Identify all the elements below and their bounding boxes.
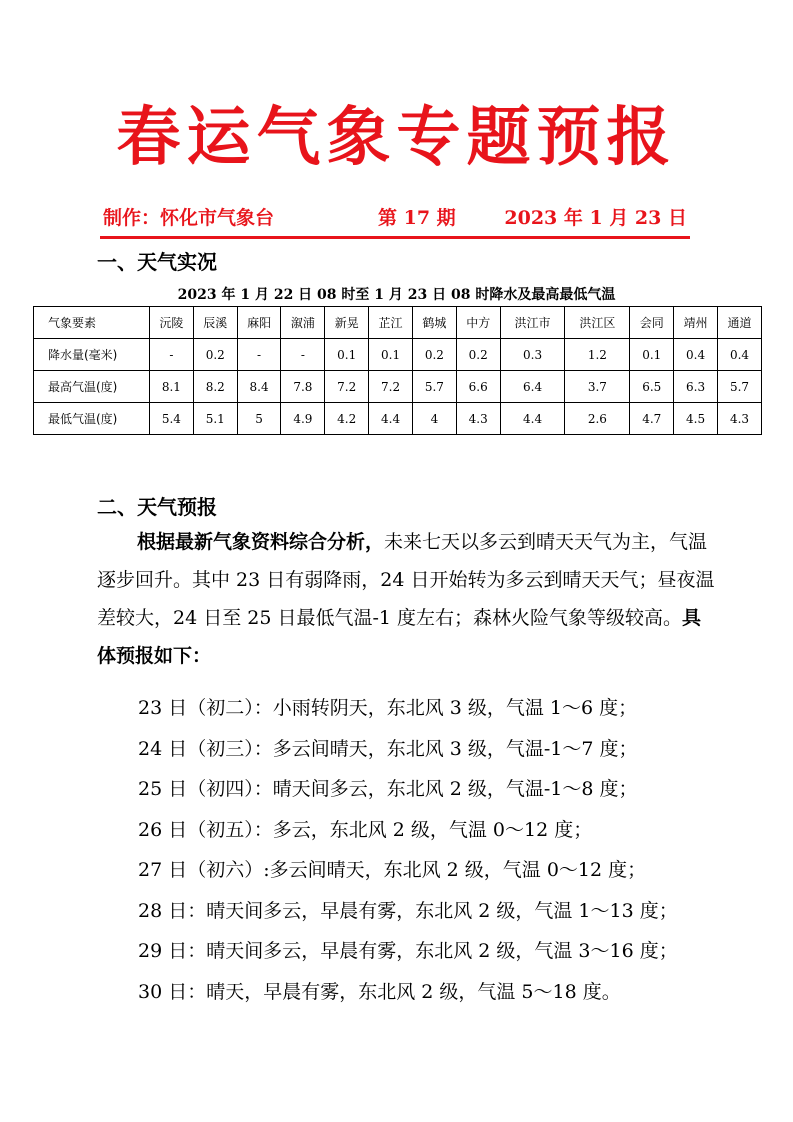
data-cell: 2.6 xyxy=(565,403,630,435)
data-cell: 4.7 xyxy=(630,403,674,435)
data-cell: 5 xyxy=(237,403,281,435)
observation-table xyxy=(33,306,762,435)
data-cell: 5.1 xyxy=(193,403,237,435)
data-cell: 4.9 xyxy=(281,403,325,435)
maker-label: 制作：怀化市气象台 xyxy=(103,207,275,229)
data-cell: 0.2 xyxy=(412,339,456,371)
header-cell: 芷江 xyxy=(369,307,413,339)
section-heading-forecast: 二、天气预报 xyxy=(97,495,217,519)
header-cell: 溆浦 xyxy=(281,307,325,339)
data-cell: 5.7 xyxy=(718,371,762,403)
data-cell: - xyxy=(150,339,194,371)
table-caption: 2023 年 1 月 22 日 08 时至 1 月 23 日 08 时降水及最高最低气温 xyxy=(177,287,616,303)
section-heading-observation: 一、天气实况 xyxy=(97,250,217,274)
list-item: 30 日：晴天，早晨有雾，东北风 2 级，气温 5～18 度。 xyxy=(138,980,621,1003)
data-cell: 4.5 xyxy=(674,403,718,435)
data-cell: 0.3 xyxy=(500,339,565,371)
data-cell: 4.4 xyxy=(369,403,413,435)
data-cell: 8.2 xyxy=(193,371,237,403)
data-cell: 5.7 xyxy=(412,371,456,403)
data-cell: - xyxy=(281,339,325,371)
row-label: 最低气温(度) xyxy=(34,403,150,435)
header-cell: 沅陵 xyxy=(150,307,194,339)
daily-forecast-list xyxy=(138,688,738,1012)
row-label: 降水量(毫米) xyxy=(34,339,150,371)
header-cell: 洪江市 xyxy=(500,307,565,339)
header-cell: 鹤城 xyxy=(412,307,456,339)
table-row xyxy=(34,403,762,435)
list-item: 28 日：晴天间多云，早晨有雾，东北风 2 级，气温 1～13 度； xyxy=(138,899,678,922)
data-cell: 6.6 xyxy=(456,371,500,403)
header-cell: 气象要素 xyxy=(34,307,150,339)
header-cell: 新晃 xyxy=(325,307,369,339)
list-item: 26 日（初五）：多云，东北风 2 级，气温 0～12 度； xyxy=(138,818,593,841)
header-cell: 麻阳 xyxy=(237,307,281,339)
summary-tail: 具体预报如下： xyxy=(97,607,702,667)
data-cell: 6.4 xyxy=(500,371,565,403)
data-cell: 4.3 xyxy=(718,403,762,435)
summary-body: 未来七天以多云到晴天天气为主，气温逐步回升。其中 23 日有弱降雨，24 日开始转为多云到晴天天气；昼夜温差较大，24 日至 25 日最低气温-1 度左右；森林火险气象等级较高。 xyxy=(97,531,715,629)
forecast-summary xyxy=(97,523,717,675)
data-cell: 0.4 xyxy=(674,339,718,371)
document-title: 春运气象专题预报 xyxy=(116,100,677,175)
header-cell: 靖州 xyxy=(674,307,718,339)
header-cell: 中方 xyxy=(456,307,500,339)
data-cell: 0.4 xyxy=(718,339,762,371)
title-divider xyxy=(100,236,690,239)
issue-number: 第 17 期 xyxy=(378,207,456,229)
table-header-row xyxy=(34,307,762,339)
table-row xyxy=(34,339,762,371)
data-cell: 8.4 xyxy=(237,371,281,403)
data-cell: 4.3 xyxy=(456,403,500,435)
data-cell: 7.2 xyxy=(325,371,369,403)
data-cell: 0.2 xyxy=(193,339,237,371)
header-cell: 会同 xyxy=(630,307,674,339)
data-cell: 4 xyxy=(412,403,456,435)
data-cell: 7.8 xyxy=(281,371,325,403)
summary-lead: 根据最新气象资料综合分析， xyxy=(137,531,385,553)
data-cell: 5.4 xyxy=(150,403,194,435)
data-cell: 0.1 xyxy=(369,339,413,371)
header-cell: 辰溪 xyxy=(193,307,237,339)
list-item: 29 日：晴天间多云，早晨有雾，东北风 2 级，气温 3～16 度； xyxy=(138,940,678,962)
data-cell: 7.2 xyxy=(369,371,413,403)
list-item: 25 日（初四）：晴天间多云，东北风 2 级，气温-1～8 度； xyxy=(138,778,638,800)
list-item: 23 日（初二）：小雨转阴天，东北风 3 级，气温 1～6 度； xyxy=(138,697,638,719)
data-cell: 0.1 xyxy=(630,339,674,371)
data-cell: 1.2 xyxy=(565,339,630,371)
issue-meta xyxy=(103,203,693,233)
header-cell: 洪江区 xyxy=(565,307,630,339)
issue-date: 2023 年 1 月 23 日 xyxy=(504,207,687,229)
table-row xyxy=(34,371,762,403)
data-cell: 0.2 xyxy=(456,339,500,371)
data-cell: 3.7 xyxy=(565,371,630,403)
data-cell: 4.4 xyxy=(500,403,565,435)
data-cell: 8.1 xyxy=(150,371,194,403)
header-cell: 通道 xyxy=(718,307,762,339)
data-cell: - xyxy=(237,339,281,371)
row-label: 最高气温(度) xyxy=(34,371,150,403)
data-cell: 4.2 xyxy=(325,403,369,435)
list-item: 27 日（初六）:多云间晴天，东北风 2 级，气温 0～12 度； xyxy=(138,859,647,881)
data-cell: 6.3 xyxy=(674,371,718,403)
list-item: 24 日（初三）：多云间晴天，东北风 3 级，气温-1～7 度； xyxy=(138,737,638,760)
data-cell: 6.5 xyxy=(630,371,674,403)
data-cell: 0.1 xyxy=(325,339,369,371)
